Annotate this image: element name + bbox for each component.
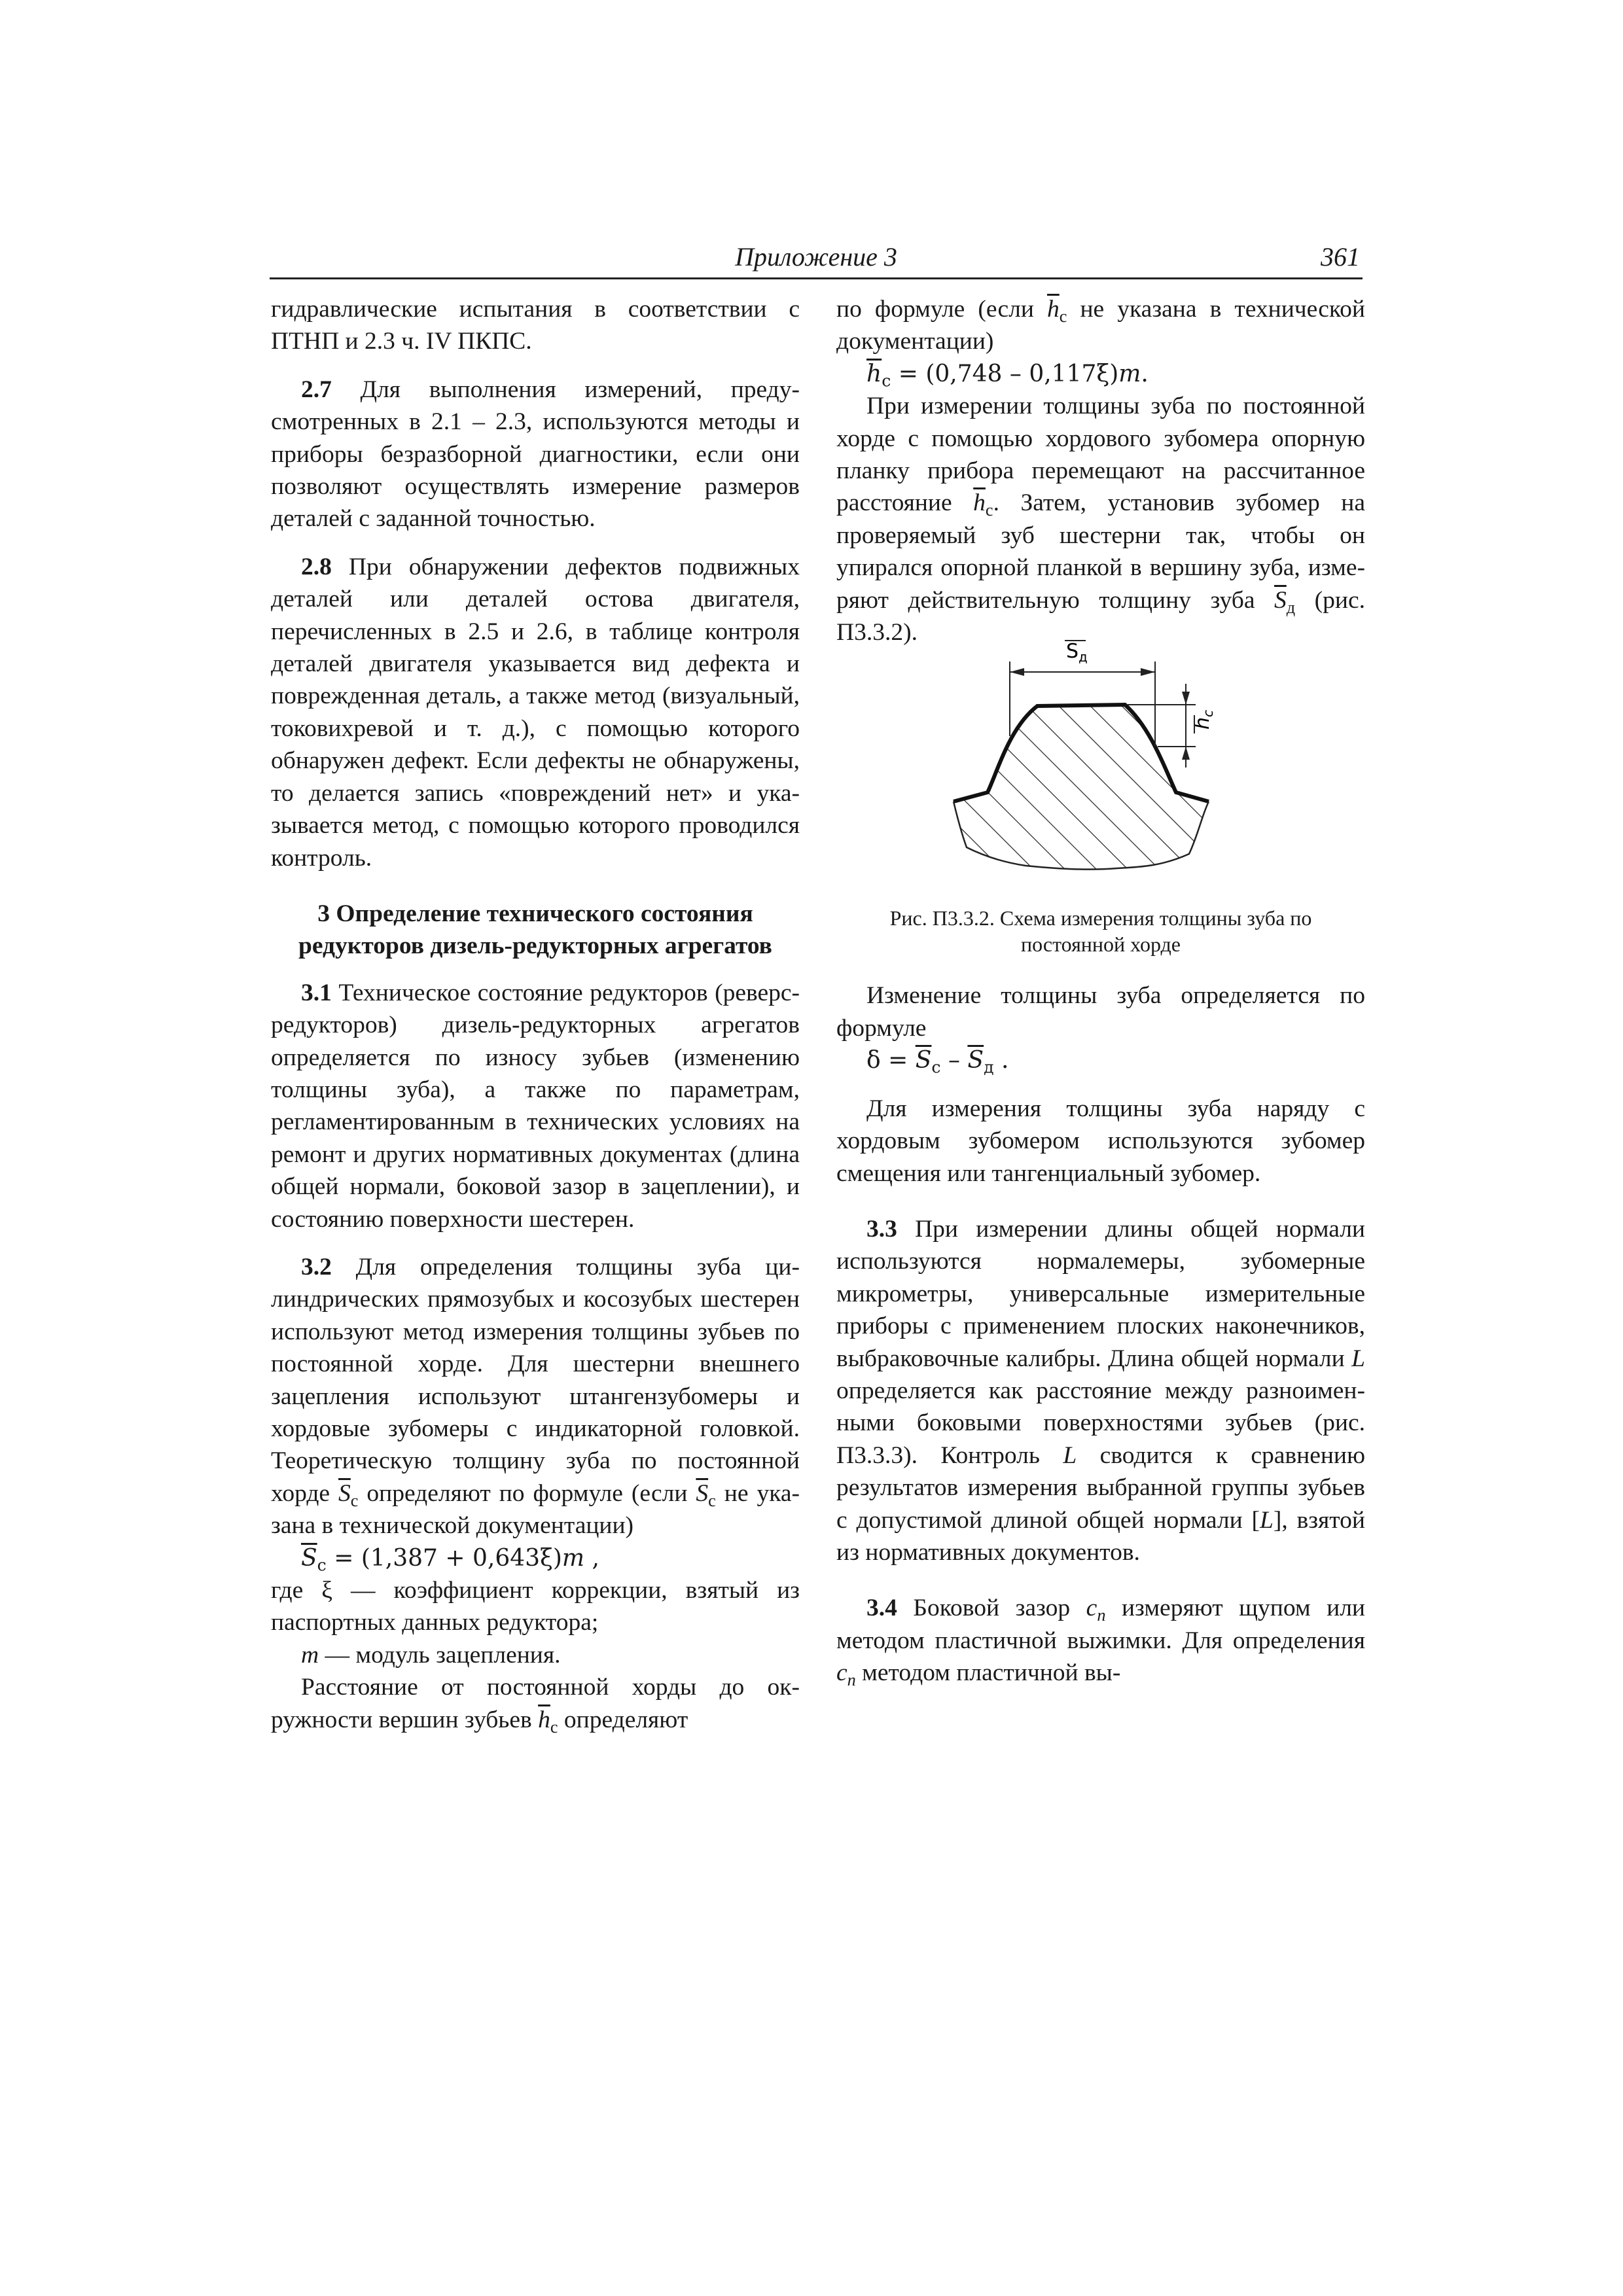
paragraph-3-3: 3.3 При измерении длины общей нормали используются нормалемеры, зубомерные микрометры, универсальные измерительные приборы с применением плоских наконечников, выбраковочные калибры. Длина общей нормали L определяется как расстояние между разноименными боковыми поверхностями зубьев (рис. П3.3.3). Контроль L сводится к сравнению результатов измерения выбранной группы зубьев с допустимой длиной общей нормали [L], взятой из нормативных документов. (836, 1215, 1365, 1566)
formula-hc: $\overline{h}_с = (0,748 - 0,117\xi)m$. (866, 360, 1149, 391)
symbol-s: $\overline{S}$ (696, 1479, 709, 1507)
paragraph-where: где ξ — коэффициент коррекции, взятый из паспортных данных редуктора; (271, 1577, 800, 1636)
svg-text:hс: $h_с$ (1191, 710, 1216, 730)
page-number: 361 (1321, 242, 1360, 272)
figure-label-s: $S_д$ (1066, 640, 1088, 665)
left-column (271, 293, 800, 1736)
paragraph-measurement: При измерении толщины зуба по постоянной хорде с помощью хордового зубомера опорную планку прибора перемещают на рассчитанное расстояние $\overline{h}_с$. Затем, установив зубомер на проверяемый зуб шестерни так, чтобы он упирался опорной планкой в вершину зуба, измеряют действительную толщину зуба $\overline{S}_д$ (рис. П3.3.2). (836, 393, 1365, 646)
right-column (836, 293, 1365, 1689)
section-heading: 3 Определение технического состояния редукторов дизель-редукторных агрегатов (298, 900, 772, 960)
paragraph-3-2: 3.2 Для определения толщины зуба цилиндрических прямозубых и косозубых шестерен используют метод измерения толщины зубьев по постоянной хорде. Для шестерни внешнего зацепления используют штангензубомеры и хордовые зубомеры с индикаторной головкой. Теоретическую толщину зуба по постоянной хорде $\overline{S}_с$ определяют по формуле (если $\overline{S}_с$ не указана в технической документации) (271, 1253, 800, 1540)
clause-number: 2.7 (301, 376, 332, 403)
formula-delta: $\delta = \overline{S}_с - \overline{S}_д$ . (866, 1047, 1009, 1077)
paragraph-gauges: Для измерения толщины зуба наряду с хордовым зубомером используются зубомер смещения или тангенциальный зубомер. (836, 1095, 1365, 1187)
paragraph-3-1: 3.1 Техническое состояние редукторов (реверс-редукторов) дизель-редукторных агрегатов определяется по износу зубьев (изменению толщины зуба), а также по параметрам, регламентированным в технических условиях на ремонт и других нормативных документах (длина общей нормали, боковой зазор в зацеплении), и состоянию поверхности шестерен. (271, 979, 800, 1233)
paragraph-2-8: 2.8 При обнаружении дефектов подвижных деталей или деталей остова двигателя, перечисленных в 2.5 и 2.6, в таблице контроля деталей двигателя указывается вид дефекта и поврежденная деталь, а также метод (визуальный, токовихревой и т. д.), с помощью которого обнаружен дефект. Если дефекты не обнаружены, то делается запись «повреждений нет» и указывается метод, с помощью которого проводился контроль. (271, 553, 800, 872)
clause-number: 2.8 (301, 553, 332, 580)
symbol-s: $\overline{S}$ (338, 1479, 351, 1507)
clause-number: 3.2 (301, 1253, 332, 1280)
clause-number: 3.4 (866, 1595, 897, 1622)
paragraph-delta: Изменение толщины зуба определяется по формуле (836, 982, 1365, 1042)
arrow-head (1141, 668, 1155, 676)
running-header (270, 237, 1363, 279)
tooth-diagram (947, 640, 1255, 900)
arrow-head (1010, 668, 1024, 676)
arrow-head (1182, 692, 1190, 705)
clause-number: 3.1 (301, 979, 332, 1006)
symbol-s: $\overline{S}$ (1274, 586, 1287, 614)
clause-number: 3.3 (866, 1215, 897, 1243)
paragraph-formula-intro: по формуле (если $\overline{h}_с$ не указана в технической документации) (836, 296, 1365, 355)
symbol-h: $\overline{h}$ (538, 1706, 550, 1733)
paragraph-2-7: 2.7 Для выполнения измерений, предусмотренных в 2.1 – 2.3, используются методы и приборы безразборной диагностики, если они позволяют осуществлять измерение размеров деталей с заданной точностью. (271, 376, 800, 533)
figure-caption: Рис. П3.3.2. Схема измерения толщины зуба по постоянной хорде (889, 906, 1312, 957)
tooth-measurement-figure (836, 640, 1365, 900)
paragraph-distance: Расстояние от постоянной хорды до окружности вершин зубьев $\overline{h}_с$ определяют (271, 1674, 800, 1737)
running-title: Приложение 3 (735, 242, 897, 272)
arrow-head (1182, 747, 1190, 760)
formula-sc: $\overline{S}_с = (1,387 + 0,643\xi)m$ , (301, 1544, 599, 1575)
symbol-h: $\overline{h}$ (1046, 296, 1060, 323)
paragraph-module: m — модуль зацепления. (301, 1641, 561, 1669)
symbol-h: $\overline{h}$ (973, 489, 986, 517)
paragraph: гидравлические испытания в соответствии с ПТНП и 2.3 ч. IV ПКПС. (271, 296, 800, 355)
paragraph-3-4: 3.4 Боковой зазор $c_n$ измеряют щупом или методом пластичной выжимки. Для определения $c_n$ методом пластичной вы- (836, 1595, 1365, 1690)
